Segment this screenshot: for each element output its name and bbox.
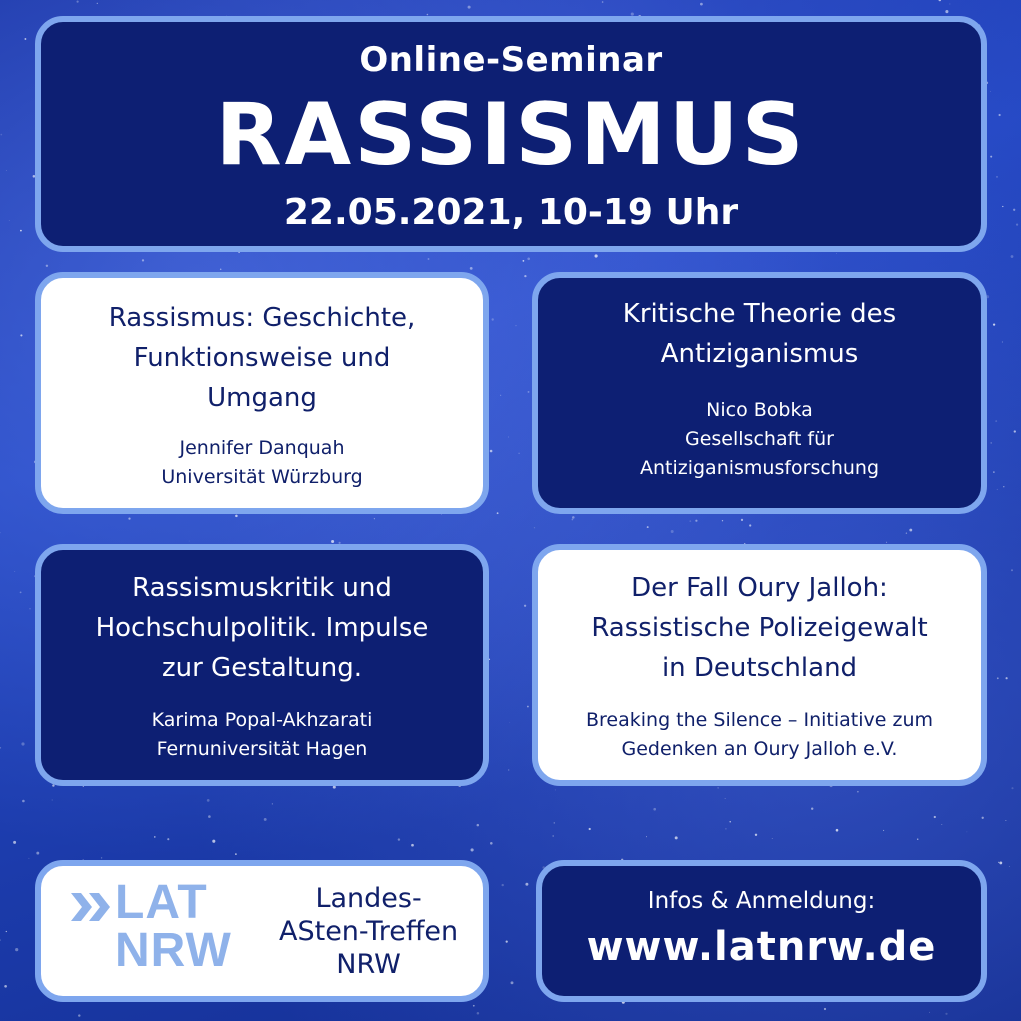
logo-text-nrw: NRW (115, 924, 232, 977)
star (22, 800, 25, 803)
star (1006, 677, 1008, 679)
star (934, 816, 936, 818)
registration-link[interactable]: www.latnrw.de (586, 924, 937, 970)
star (886, 542, 887, 543)
talk-title-line: in Deutschland (661, 653, 858, 683)
organizer-name-line: Landes- (315, 882, 422, 914)
talk-title-line: Kritische Theorie des (622, 299, 897, 329)
talk-speaker (161, 434, 362, 492)
star (46, 265, 48, 267)
star (235, 853, 237, 855)
speaker-affiliation: Antiziganismusforschung (639, 457, 880, 479)
star (6, 931, 7, 932)
talk-title-line: Umgang (207, 383, 317, 413)
star (945, 10, 948, 13)
star (695, 520, 697, 522)
talk-title (623, 294, 896, 374)
star (20, 230, 22, 232)
talk-card-1 (35, 272, 489, 514)
talk-title-line: Hochschulpolitik. Impulse (95, 613, 429, 643)
star (28, 858, 29, 859)
star (411, 844, 414, 847)
star (589, 828, 591, 830)
star (524, 605, 526, 607)
star (428, 258, 430, 260)
star (998, 862, 999, 863)
star (552, 835, 554, 837)
star (473, 1005, 475, 1007)
star (1016, 223, 1018, 225)
star (836, 829, 839, 832)
star (264, 818, 267, 821)
star (471, 848, 474, 851)
star (208, 815, 211, 818)
star (0, 747, 1, 749)
star (857, 791, 859, 793)
star (1013, 209, 1015, 211)
talk-title (109, 298, 416, 418)
star (990, 156, 992, 158)
star (20, 334, 22, 336)
talk-title-line: Rassistische Polizeigewalt (591, 613, 928, 643)
star (999, 861, 1002, 864)
star (909, 529, 912, 532)
star (729, 821, 730, 822)
star (331, 540, 334, 543)
star (36, 852, 39, 855)
star (20, 591, 22, 593)
star (993, 471, 994, 472)
star (990, 91, 991, 92)
star (6, 170, 7, 171)
talk-title-line: Rassismus: Geschichte, (108, 303, 416, 333)
star (189, 541, 190, 542)
star (508, 437, 509, 438)
speaker-name: Breaking the Silence – Initiative zum (586, 709, 933, 731)
star (523, 260, 525, 262)
star (477, 1012, 480, 1015)
star (741, 519, 743, 521)
speaker-name: Nico Bobka (706, 399, 813, 421)
speaker-affiliation: Gedenken an Oury Jalloh e.V. (621, 738, 898, 760)
speaker-name: Karima Popal-Akhzarati (151, 709, 373, 731)
star (982, 817, 984, 819)
star (497, 512, 499, 514)
star (700, 3, 703, 6)
star (1011, 255, 1014, 258)
star (97, 3, 98, 4)
logo-text-lat: LAT (115, 876, 208, 929)
talk-title-line: Der Fall Oury Jalloh: (631, 573, 888, 603)
star (15, 571, 16, 572)
talk-title (96, 568, 429, 688)
star (15, 948, 18, 951)
star (506, 940, 508, 942)
talk-card-2 (532, 272, 987, 514)
star (272, 803, 273, 804)
star (1011, 569, 1013, 571)
star (997, 677, 999, 679)
star (990, 442, 992, 444)
speaker-affiliation: Fernuniversität Hagen (156, 738, 368, 760)
seminar-title: RASSISMUS (215, 85, 807, 185)
star (1014, 430, 1016, 432)
star (1002, 206, 1003, 207)
talk-card-3 (35, 544, 489, 786)
star (490, 842, 493, 845)
star (142, 259, 144, 261)
star (1005, 820, 1006, 821)
star (235, 515, 238, 518)
organizer-box (35, 860, 489, 1002)
star (1003, 486, 1004, 487)
star (13, 841, 16, 844)
star (518, 453, 519, 454)
star (917, 839, 918, 840)
star (468, 6, 471, 9)
star (525, 883, 528, 886)
star (722, 520, 723, 521)
star (572, 519, 574, 521)
talk-speaker (152, 706, 373, 764)
star (997, 489, 998, 490)
star (78, 1014, 80, 1016)
talk-title (591, 568, 927, 688)
star (220, 269, 222, 271)
star (524, 275, 526, 277)
star (1011, 787, 1013, 789)
star (0, 134, 2, 136)
star (398, 838, 400, 840)
star (128, 517, 130, 519)
star (527, 257, 530, 260)
star (528, 391, 530, 393)
star (772, 838, 773, 839)
star (671, 530, 674, 533)
talk-title-line: Antiziganismus (660, 339, 859, 369)
star (508, 770, 509, 771)
star (1002, 341, 1003, 342)
star (1009, 866, 1010, 867)
star (929, 1012, 930, 1013)
star (101, 857, 102, 858)
seminar-type: Online-Seminar (359, 40, 663, 80)
star (755, 834, 757, 836)
star (21, 742, 24, 745)
star (554, 822, 556, 824)
speaker-affiliation: Gesellschaft für (685, 428, 834, 450)
star (824, 1008, 826, 1010)
star (4, 985, 7, 988)
star (470, 267, 473, 270)
organizer-name-line: NRW (336, 948, 401, 980)
star (9, 220, 10, 221)
star (993, 323, 995, 325)
star (675, 836, 678, 839)
star (836, 253, 837, 254)
star (967, 832, 968, 833)
star (811, 808, 813, 810)
talk-card-4 (532, 544, 987, 786)
star (939, 0, 942, 1)
star (502, 884, 504, 886)
info-box (536, 860, 987, 1002)
star (883, 830, 884, 831)
star (646, 836, 647, 837)
star (492, 318, 494, 320)
star (527, 706, 529, 708)
star (511, 981, 514, 984)
double-chevron-icon (71, 889, 113, 925)
speaker-affiliation: Universität Würzburg (161, 466, 363, 488)
info-label: Infos & Anmeldung: (647, 888, 876, 914)
seminar-date: 22.05.2021, 10-19 Uhr (283, 192, 739, 233)
star (717, 787, 718, 788)
star (0, 939, 1, 940)
star (950, 4, 951, 5)
star (374, 518, 375, 519)
talk-speaker (640, 396, 879, 483)
star (725, 828, 727, 830)
star (333, 786, 336, 789)
star (945, 1013, 947, 1015)
star (29, 608, 30, 609)
star (689, 520, 691, 522)
lat-nrw-logo (71, 876, 271, 981)
star (534, 527, 535, 528)
star (572, 516, 575, 519)
star (24, 38, 26, 40)
talk-title-line: Funktionsweise und (133, 343, 391, 373)
star (207, 799, 210, 802)
star (500, 395, 501, 396)
star (555, 789, 556, 790)
star (212, 840, 215, 843)
star (941, 824, 942, 825)
star (509, 722, 510, 723)
organizer-name (279, 882, 458, 981)
star (647, 526, 649, 528)
star (749, 524, 751, 526)
star (154, 836, 156, 838)
star (653, 808, 656, 811)
talk-title-line: zur Gestaltung. (161, 653, 363, 683)
star (516, 325, 517, 326)
header-box (35, 16, 987, 252)
star (77, 1, 79, 3)
star (52, 799, 53, 800)
star (996, 176, 998, 178)
star (477, 824, 480, 827)
star (906, 533, 907, 534)
star (490, 450, 493, 453)
talk-speaker (586, 706, 933, 764)
talk-title-line: Rassismuskritik und (132, 573, 392, 603)
speaker-name: Jennifer Danquah (179, 437, 345, 459)
star (995, 420, 997, 422)
star (725, 798, 726, 799)
organizer-name-line: ASten-Treffen (279, 915, 459, 947)
star (999, 114, 1001, 116)
star (595, 254, 598, 257)
star (602, 1, 604, 3)
star (167, 838, 169, 840)
